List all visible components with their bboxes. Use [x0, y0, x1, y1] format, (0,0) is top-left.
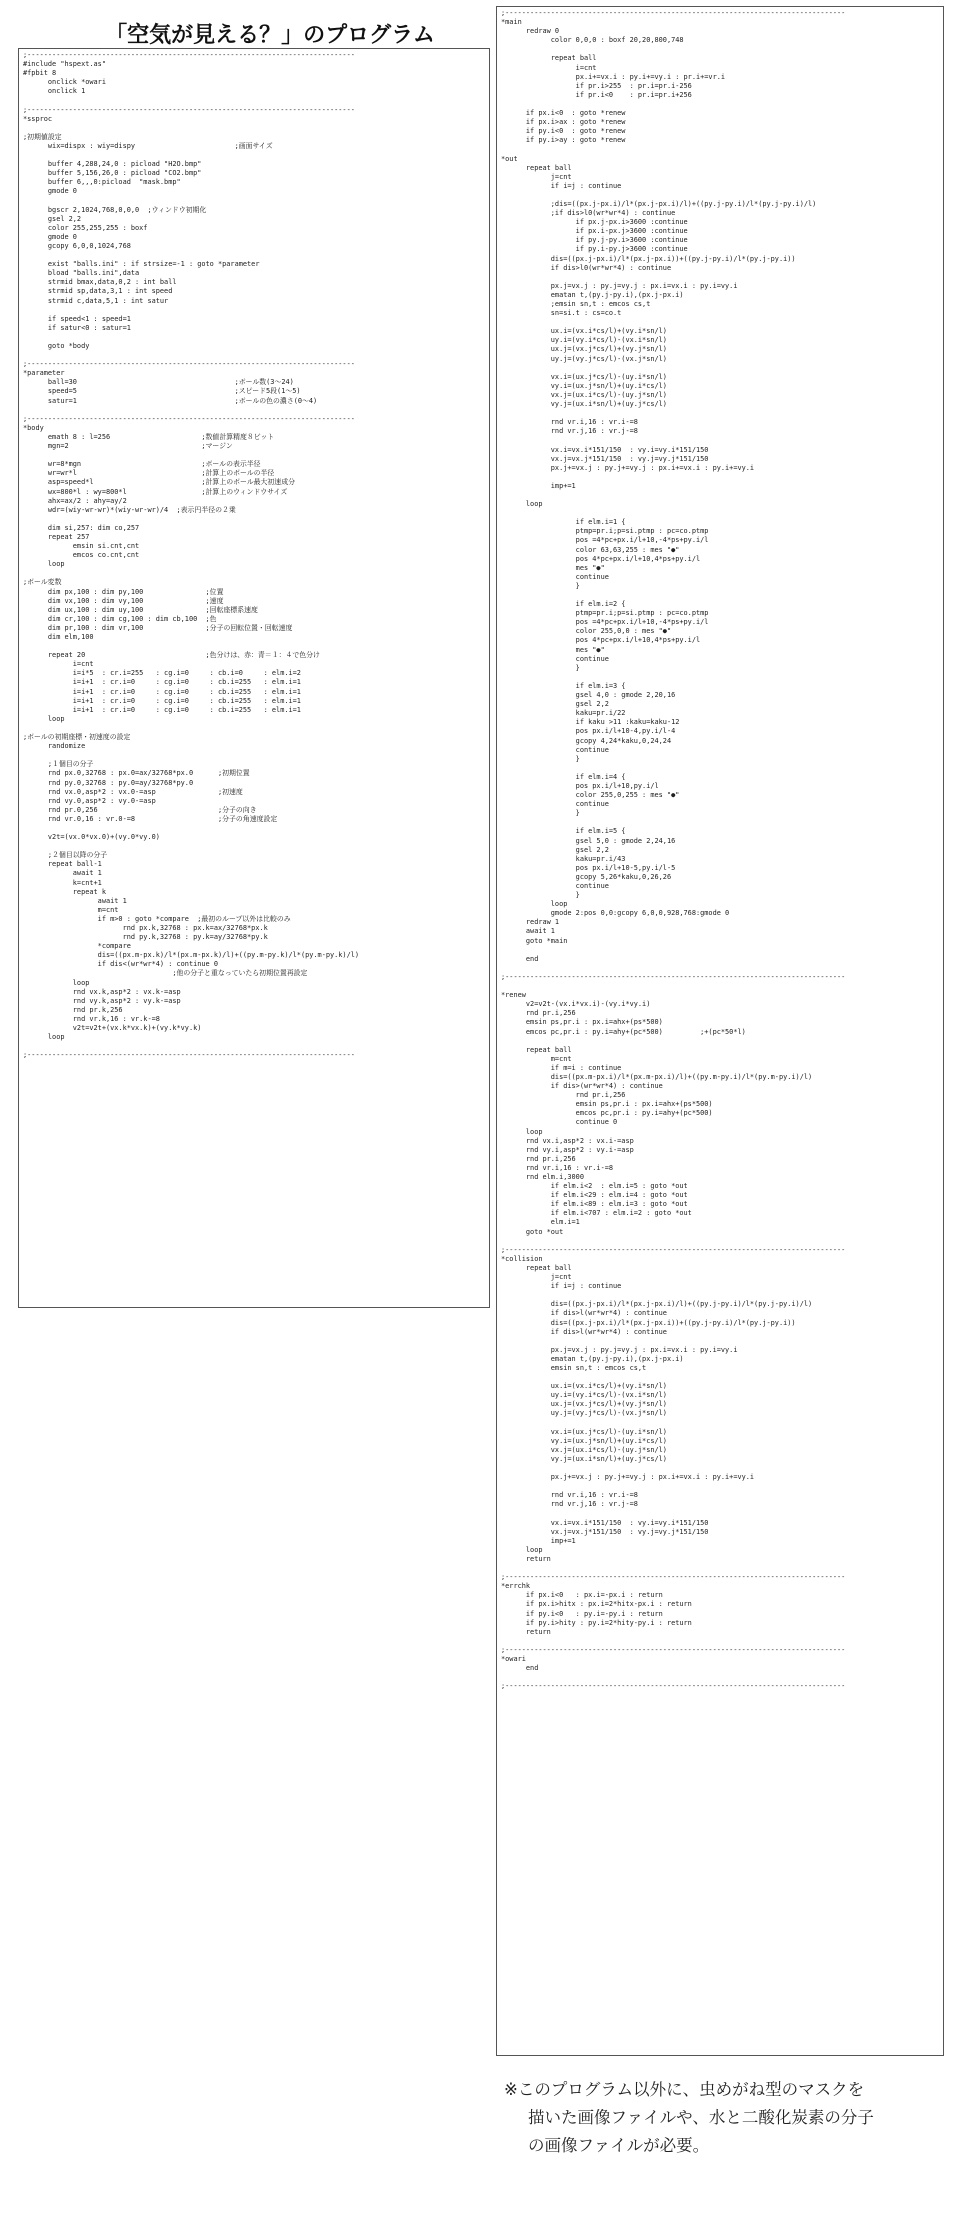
right-code-listing: ;---------------------------------------------------------------------------------- *main redraw 0 color 0,0,0 : boxf 20,20,800,748 repeat ball i=cnt px.i+=vx.i : py.i+=vy.i : pr.i+=vr.i if pr.i>255 : pr.i=pr.i-256 if pr.i<0 : pr.i=pr.i+256 if px.i<0 : goto *renew if px.i>ax : goto *renew if py.i<0 : goto *renew if py.i>ay : goto *renew *out repeat ball j=cnt if i=j : continue ;dis=((px.j-px.i)/l*(px.j-px.i)/l)+((py.j-py.i)/l*(py.j-py.i)/l) ;if dis>l0(wr*wr*4) : continue if px.j-px.i>3600 :continue if px.i-px.j>3600 :continue if py.j-py.i>3600 :continue if py.i-py.j>3600 :continue dis=((px.j-px.i)/l*(px.j-px.i))+((py.j-py.i)/l*(py.j-py.i)) if dis>l0(wr*wr*4) : continue px.j=vx.j : py.j=vy.j : px.i=vx.i : py.i=vy.i ematan t,(py.j-py.i),(px.j-px.i) ;emsin sn,t : emcos cs,t sn=si.t : cs=co.t ux.i=(vx.i*cs/l)+(vy.i*sn/l) uy.i=(vy.i*cs/l)-(vx.i*sn/l) ux.j=(vx.j*cs/l)+(vy.j*sn/l) uy.j=(vy.j*cs/l)-(vx.j*sn/l) vx.i=(ux.j*cs/l)-(uy.i*sn/l) vy.i=(ux.j*sn/l)+(uy.i*cs/l) vx.j=(ux.i*cs/l)-(uy.j*sn/l) vy.j=(ux.i*sn/l)+(uy.j*cs/l) rnd vr.i,16 : vr.i-=8 rnd vr.j,16 : vr.j-=8 vx.i=vx.i*151/150 : vy.i=vy.i*151/150 vx.j=vx.j*151/150 : vy.j=vy.j*151/150 px.j+=vx.j : py.j+=vy.j : px.i+=vx.i : py.i+=vy.i imp+=1 loop if elm.i=1 { ptmp=pr.i;p=si.ptmp : pc=co.ptmp pos =4*pc+px.i/l+10,-4*ps+py.i/l color 63,63,255 : mes "●" pos 4*pc+px.i/l+10,4*ps+py.i/l mes "●" continue } if elm.i=2 { ptmp=pr.i;p=si.ptmp : pc=co.ptmp pos =4*pc+px.i/l+10,-4*ps+py.i/l color 255,0,0 : mes "●" pos 4*pc+px.i/l+10,4*ps+py.i/l mes "●" continue } if elm.i=3 { gsel 4,0 : gmode 2,20,16 gsel 2,2 kaku=pr.i/22 if kaku >11 :kaku=kaku-12 pos px.i/l+10-4,py.i/l-4 gcopy 4,24*kaku,0,24,24 continue } if elm.i=4 { pos px.i/l+10,py.i/l color 255,0,255 : mes "●" continue } if elm.i=5 { gsel 5,0 : gmode 2,24,16 gsel 2,2 kaku=pr.i/43 pos px.i/l+10-5,py.i/l-5 gcopy 5,26*kaku,0,26,26 continue } loop gmode 2:pos 0,0:gcopy 6,0,0,928,768:gmode 0 redraw 1 await 1 goto *main end ;---------------------------------------------------------------------------------- *renew v2=v2t-(vx.i*vx.i)-(vy.i*vy.i) rnd pr.i,256 emsin ps,pr.i : px.i=ahx+(ps*500) emcos pc,pr.i : py.i=ahy+(pc*500) ;+(pc*50*l) repeat ball m=cnt if m=i : continue dis=((px.m-px.i)/l*(px.m-px.i)/l)+((py.m-py.i)/l*(py.m-py.i)/l) if dis>(wr*wr*4) : continue rnd pr.i,256 emsin ps,pr.i : px.i=ahx+(ps*500) emcos pc,pr.i : py.i=ahy+(pc*500) continue 0 loop rnd vx.i,asp*2 : vx.i-=asp rnd vy.i,asp*2 : vy.i-=asp rnd pr.i,256 rnd vr.i,16 : vr.i-=8 rnd elm.i,3000 if elm.i<2 : elm.i=5 : goto *out if elm.i<29 : elm.i=4 : goto *out if elm.i<89 : elm.i=3 : goto *out if elm.i<707 : elm.i=2 : goto *out elm.i=1 goto *out ;---------------------------------------------------------------------------------- *collision repeat ball j=cnt if i=j : continue dis=((px.j-px.i)/l*(px.j-px.i)/l)+((py.j-py.i)/l*(py.j-py.i)/l) if dis>l(wr*wr*4) : continue dis=((px.j-px.i)/l*(px.j-px.i))+((py.j-py.i)/l*(py.j-py.i)) if dis>l(wr*wr*4) : continue px.j=vx.j : py.j=vy.j : px.i=vx.i : py.i=vy.i ematan t,(py.j-py.i),(px.j-px.i) emsin sn,t : emcos cs,t ux.i=(vx.i*cs/l)+(vy.i*sn/l) uy.i=(vy.i*cs/l)-(vx.i*sn/l) ux.j=(vx.j*cs/l)+(vy.j*sn/l) uy.j=(vy.j*cs/l)-(vx.j*sn/l) vx.i=(ux.j*cs/l)-(uy.i*sn/l) vy.i=(ux.j*sn/l)+(uy.i*cs/l) vx.j=(ux.i*cs/l)-(uy.j*sn/l) vy.j=(ux.i*sn/l)+(uy.j*cs/l) px.j+=vx.j : py.j+=vy.j : px.i+=vx.i : py.i+=vy.i rnd vr.i,16 : vr.i-=8 rnd vr.j,16 : vr.j-=8 vx.i=vx.i*151/150 : vy.i=vy.i*151/150 vx.j=vx.j*151/150 : vy.j=vy.j*151/150 imp+=1 loop return ;---------------------------------------------------------------------------------- *errchk if px.i<0 : px.i=-px.i : return if px.i>hitx : px.i=2*hitx-px.i : return if py.i<0 : py.i=-py.i : return if py.i>hity : py.i=2*hity-py.i : return return ;---------------------------------------------------------------------------------- *owari end ;----------------------------------------------------------------------------------: [501, 9, 846, 1691]
left-code-listing: ;------------------------------------------------------------------------------- #include "hspext.as" #fpbit 8 onclick *owari onclick 1 ;------------------------------------------------------------------------------- *ssproc ;初期値設定 wix=dispx : wiy=dispy ;画面サイズ buffer 4,288,24,0 : picload "H2O.bmp" buffer 5,156,26,0 : picload "CO2.bmp" buffer 6,,,0:picload "mask.bmp" gmode 0 bgscr 2,1024,768,0,0,0 ;ウィンドウ初期化 gsel 2,2 color 255,255,255 : boxf gmode 0 gcopy 6,0,0,1024,768 exist "balls.ini" : if strsize=-1 : goto *parameter bload "balls.ini",data strmid bmax,data,0,2 : int ball strmid sp,data,3,1 : int speed strmid c,data,5,1 : int satur if speed<1 : speed=1 if satur<0 : satur=1 goto *body ;------------------------------------------------------------------------------- *parameter ball=30 ;ボール数(3～24) speed=5 ;スピード5段(1～5) satur=1 ;ボールの色の濃さ(0～4) ;------------------------------------------------------------------------------- *body emath 8 : l=256 ;数値計算精度８ビット mgn=2 ;マージン wr=8*mgn ;ボールの表示半径 wr=wr*l ;計算上のボールの半径 asp=speed*l ;計算上のボール最大初速成分 wx=800*l : wy=800*l ;計算上のウィンドウサイズ ahx=ax/2 : ahy=ay/2 wdr=(wiy-wr-wr)*(wiy-wr-wr)/4 ;表示円半径の２乗 dim si,257: dim co,257 repeat 257 emsin si.cnt,cnt emcos co.cnt,cnt loop ;ボール変数 dim px,100 : dim py,100 ;位置 dim vx,100 : dim vy,100 ;速度 dim ux,100 : dim uy,100 ;回転座標系速度 dim cr,100 : dim cg,100 : dim cb,100 ;色 dim pr,100 : dim vr,100 ;分子の回転位置・回転速度 dim elm,100 repeat 20 ;色分けは、赤：青＝１：４で色分け i=cnt i=i*5 : cr.i=255 : cg.i=0 : cb.i=0 : elm.i=2 i=i+1 : cr.i=0 : cg.i=0 : cb.i=255 : elm.i=1 i=i+1 : cr.i=0 : cg.i=0 : cb.i=255 : elm.i=1 i=i+1 : cr.i=0 : cg.i=0 : cb.i=255 : elm.i=1 i=i+1 : cr.i=0 : cg.i=0 : cb.i=255 : elm.i=1 loop ;ボールの初期座標・初速度の設定 randomize ;１個目の分子 rnd px.0,32768 : px.0=ax/32768*px.0 ;初期位置 rnd py.0,32768 : py.0=ay/32768*py.0 rnd vx.0,asp*2 : vx.0-=asp ;初速度 rnd vy.0,asp*2 : vy.0-=asp rnd pr.0,256 ;分子の向き rnd vr.0,16 : vr.0-=8 ;分子の角速度設定 v2t=(vx.0*vx.0)+(vy.0*vy.0) ;２個目以降の分子 repeat ball-1 await 1 k=cnt+1 repeat k await 1 m=cnt if m>0 : goto *compare ;最初のループ以外は比較のみ rnd px.k,32768 : px.k=ax/32768*px.k rnd py.k,32768 : py.k=ay/32768*py.k *compare dis=((px.m-px.k)/l*(px.m-px.k)/l)+((py.m-py.k)/l*(py.m-py.k)/l) if dis<(wr*wr*4) : continue 0 ;他の分子と重なっていたら初期位置再設定 loop rnd vx.k,asp*2 : vx.k-=asp rnd vy.k,asp*2 : vy.k-=asp rnd pr.k,256 rnd vr.k,16 : vr.k-=8 v2t=v2t+(vx.k*vx.k)+(vy.k*vy.k) loop ;-------------------------------------------------------------------------------: [23, 51, 360, 1060]
footnote: [504, 2076, 944, 2160]
page-title: 「空気が見える？」のプログラム: [105, 23, 435, 48]
left-code-panel: [18, 48, 490, 1308]
right-code-panel: [496, 6, 944, 2056]
footnote-line-3: の画像ファイルが必要。: [528, 2136, 710, 2155]
footnote-line-1: ※このプログラム以外に、虫めがね型のマスクを: [504, 2080, 865, 2099]
footnote-line-2: 描いた画像ファイルや、水と二酸化炭素の分子: [528, 2108, 874, 2127]
